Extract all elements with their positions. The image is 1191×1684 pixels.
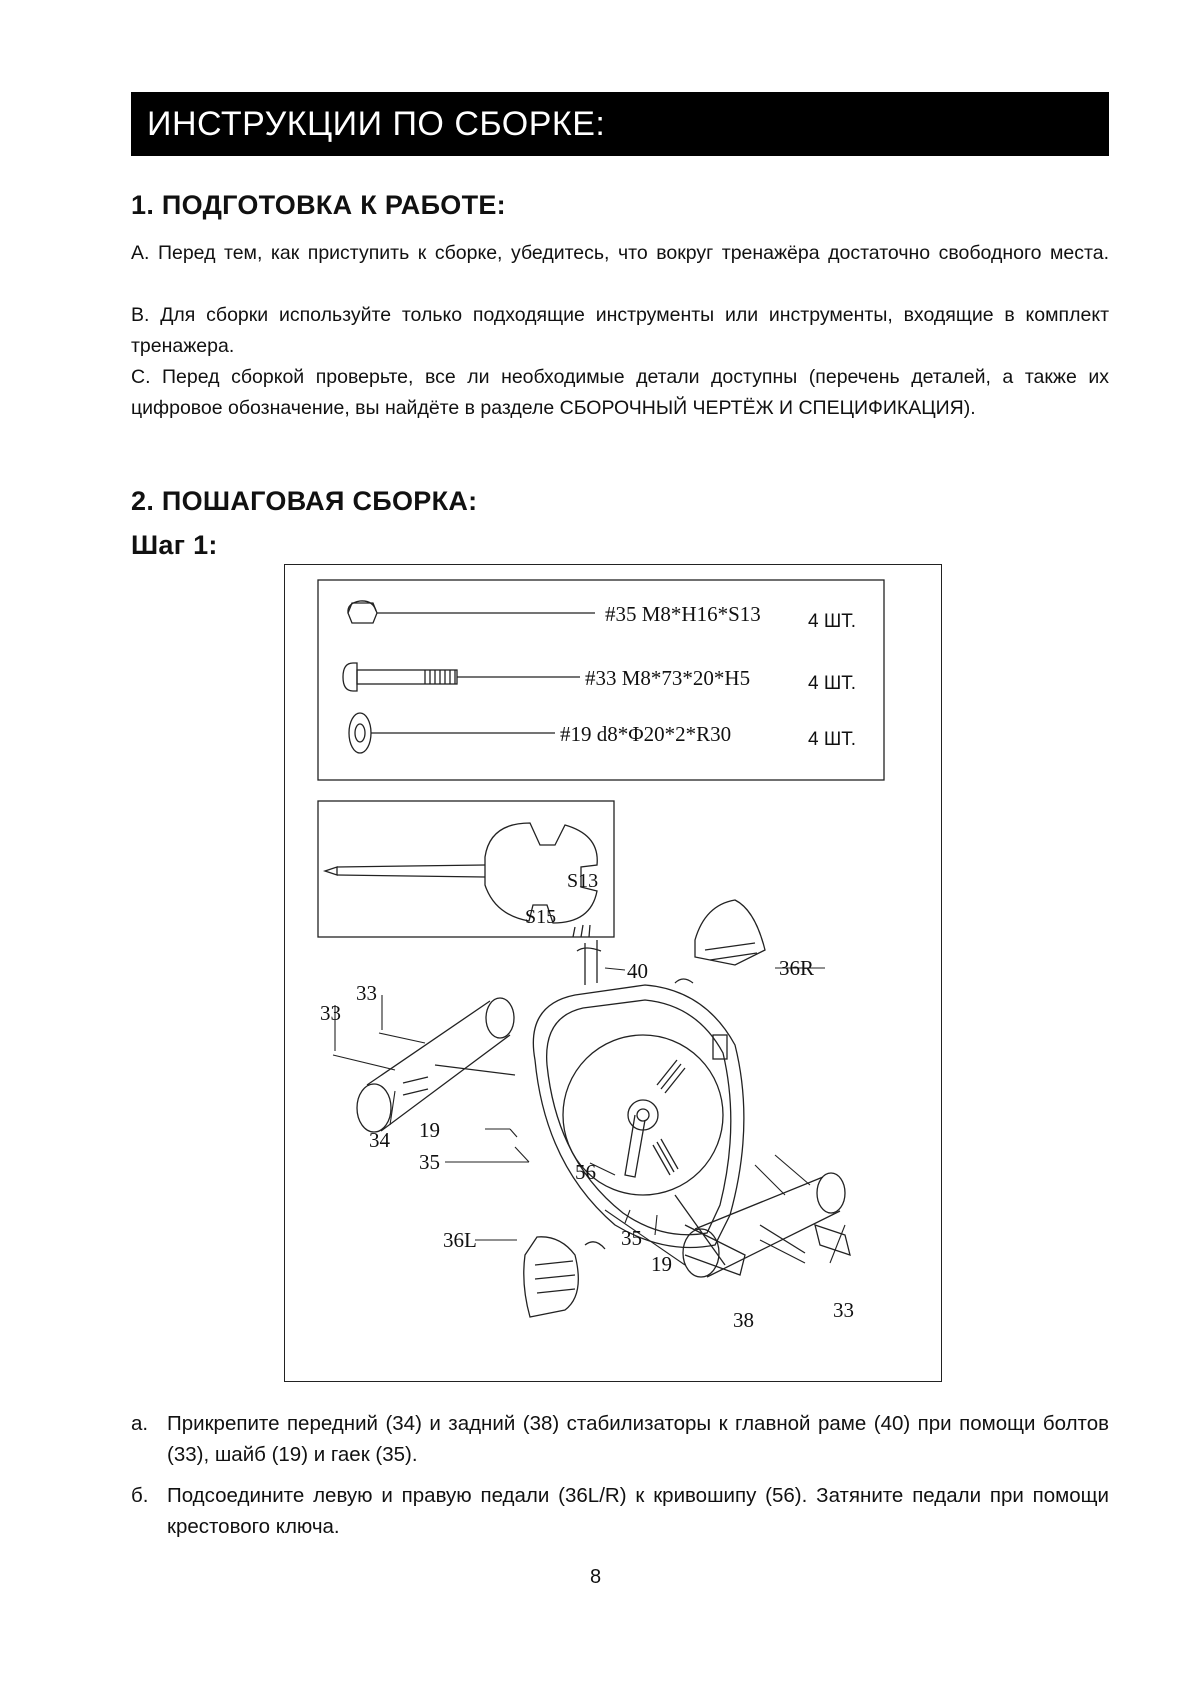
nut-icon [348, 601, 595, 623]
callout-36l: 36L [443, 1228, 477, 1252]
page-number: 8 [589, 1566, 602, 1588]
callout-19-left: 19 [419, 1118, 440, 1142]
paragraph-b: B. Для сборки используйте только подходящие инструменты или инструменты, входящие в комплект тренажера. [131, 304, 1109, 357]
page-title-banner: ИНСТРУКЦИИ ПО СБОРКЕ: [131, 92, 1109, 156]
callout-35-left: 35 [419, 1150, 440, 1174]
callout-34: 34 [369, 1128, 390, 1152]
section-heading-assembly: 2. ПОШАГОВАЯ СБОРКА: [131, 486, 478, 516]
instruction-b-marker: б. [131, 1484, 149, 1507]
combination-wrench-screwdriver-icon [325, 823, 597, 923]
hardware-qty-bolt: 4 ШТ. [808, 673, 857, 694]
assembly-drawing [285, 565, 943, 1383]
callout-33-right: 33 [833, 1298, 854, 1322]
hardware-spec-washer: #19 d8*Φ20*2*R30 [560, 722, 732, 746]
callout-33-left: 33 [320, 1001, 341, 1025]
callout-19-right: 19 [651, 1252, 672, 1276]
rear-stabilizer-drawing [683, 1173, 845, 1277]
callout-38: 38 [733, 1308, 754, 1332]
hardware-spec-bolt: #33 M8*73*20*H5 [585, 666, 751, 690]
hardware-qty-nut: 4 ШТ. [808, 611, 857, 632]
right-pedal-drawing [675, 900, 765, 983]
section-heading-preparation: 1. ПОДГОТОВКА К РАБОТЕ: [131, 190, 506, 220]
callout-56: 56 [575, 1160, 596, 1184]
step-heading: Шаг 1: [131, 530, 218, 560]
bolt-leader-lines [333, 968, 845, 1265]
hardware-spec-nut: #35 M8*H16*S13 [605, 602, 761, 626]
tool-label-s13: S13 [567, 870, 599, 892]
callout-35-right: 35 [621, 1226, 642, 1250]
hardware-qty-washer: 4 ШТ. [808, 729, 857, 750]
tool-label-s15: S15 [525, 906, 557, 928]
callout-40: 40 [627, 959, 648, 983]
instruction-b [131, 1480, 1109, 1542]
assembly-figure [284, 564, 942, 1382]
callout-33-upper: 33 [356, 981, 377, 1005]
tool-box [318, 801, 614, 937]
instruction-a [131, 1408, 1109, 1470]
paragraph-c: C. Перед сборкой проверьте, все ли необходимые детали доступны (перечень деталей, а также их цифровое обозначение, вы найдёте в разделе СБОРОЧНЫЙ ЧЕРТЁЖ И СПЕЦИФИКАЦИЯ). [131, 366, 1109, 419]
front-stabilizer-drawing [357, 998, 515, 1132]
paragraph-a: A. Перед тем, как приступить к сборке, убедитесь, что вокруг тренажёра достаточно свободного места. [131, 242, 1109, 264]
bolt-icon [343, 663, 580, 691]
instruction-b-text: Подсоедините левую и правую педали (36L/R) к кривошипу (56). Затяните педали при помощи крестового ключа. [167, 1484, 1109, 1538]
callout-36r: 36R [779, 956, 815, 980]
left-pedal-drawing [524, 1237, 605, 1317]
instruction-a-marker: a. [131, 1412, 149, 1435]
instruction-a-text: Прикрепите передний (34) и задний (38) стабилизаторы к главной раме (40) при помощи болтов (33), шайб (19) и гаек (35). [167, 1412, 1109, 1466]
washer-icon [349, 713, 555, 753]
